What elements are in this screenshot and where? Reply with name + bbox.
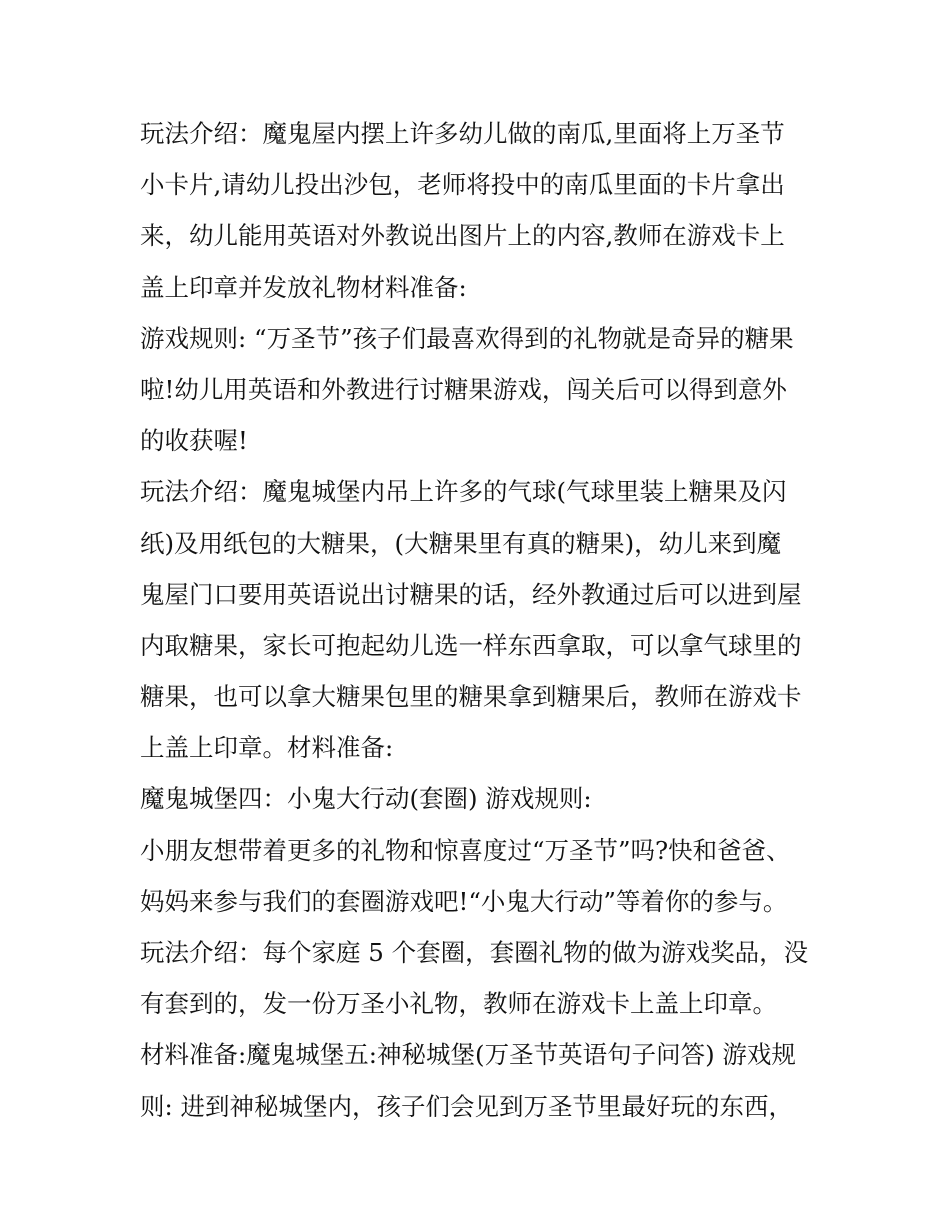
text-line: 魔鬼城堡四：小鬼大行动(套圈) 游戏规则: — [140, 784, 592, 814]
text-line: 糖果，也可以拿大糖果包里的糖果拿到糖果后，教师在游戏卡 — [140, 682, 802, 712]
text-line: 玩法介绍：魔鬼城堡内吊上许多的气球(气球里装上糖果及闪 — [140, 477, 787, 507]
text-line: 来，幼儿能用英语对外教说出图片上的内容,教师在游戏卡上 — [140, 221, 785, 251]
text-line: 鬼屋门口要用英语说出讨糖果的话，经外教通过后可以进到屋 — [140, 579, 802, 609]
text-line: 游戏规则: “万圣节”孩子们最喜欢得到的礼物就是奇异的糖果 — [140, 323, 794, 353]
text-line: 啦!幼儿用英语和外教进行讨糖果游戏，闯关后可以得到意外 — [140, 374, 787, 404]
text-line: 内取糖果，家长可抱起幼儿选一样东西拿取，可以拿气球里的 — [140, 630, 802, 660]
text-line: 盖上印章并发放礼物材料准备: — [140, 272, 467, 302]
text-line: 纸)及用纸包的大糖果，(大糖果里有真的糖果)，幼儿来到魔 — [140, 528, 782, 558]
text-line: 妈妈来参与我们的套圈游戏吧!“小鬼大行动”等着你的参与。 — [140, 886, 788, 916]
text-line: 有套到的，发一份万圣小礼物，教师在游戏卡上盖上印章。 — [140, 989, 777, 1019]
text-line: 的收获喔! — [140, 426, 248, 456]
text-line: 小卡片,请幼儿投出沙包，老师将投中的南瓜里面的卡片拿出 — [140, 170, 785, 200]
text-line: 小朋友想带着更多的礼物和惊喜度过“万圣节”吗?快和爸爸、 — [140, 835, 791, 865]
text-line: 材料准备:魔鬼城堡五:神秘城堡(万圣节英语句子问答) 游戏规 — [140, 1040, 796, 1070]
text-line: 则: 进到神秘城堡内，孩子们会见到万圣节里最好玩的东西， — [140, 1091, 794, 1121]
text-line: 玩法介绍：每个家庭 5 个套圈，套圈礼物的做为游戏奖品，没 — [140, 938, 809, 967]
text-line: 玩法介绍：魔鬼屋内摆上许多幼儿做的南瓜,里面将上万圣节 — [140, 119, 785, 148]
text-line: 上盖上印章。材料准备: — [140, 733, 394, 763]
document-body — [140, 108, 840, 1132]
